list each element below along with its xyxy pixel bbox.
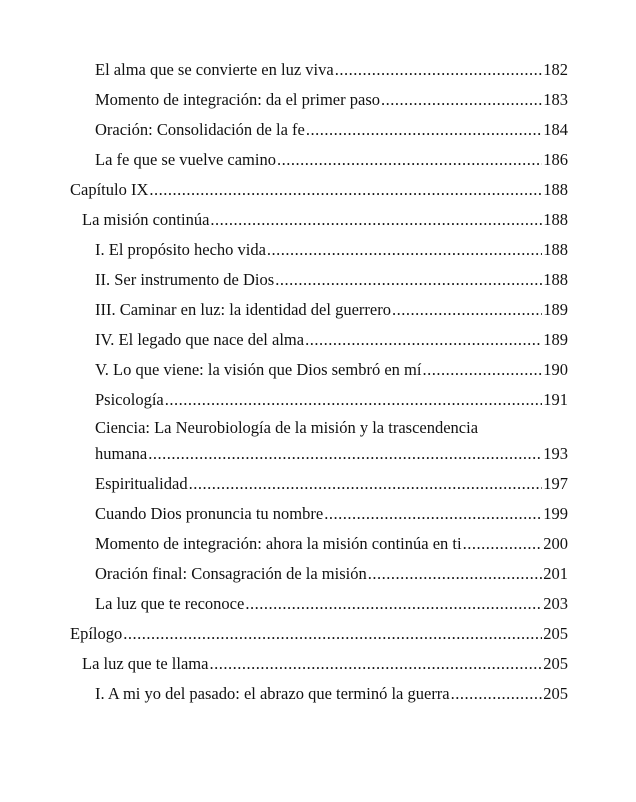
toc-entry-page: 189 (543, 330, 568, 349)
toc-chapter-entry (70, 619, 636, 649)
toc-entry-page: 186 (543, 150, 568, 169)
toc-leader-dots (245, 589, 542, 619)
toc-leader-dots (275, 265, 542, 295)
toc-entry-title: Oración: Consolidación de la fe (95, 120, 305, 139)
toc-entry-title: IV. El legado que nace del alma (95, 330, 305, 349)
toc-entry (95, 115, 636, 145)
toc-entry (95, 589, 636, 619)
toc-leader-dots (267, 235, 542, 265)
toc-leader-dots (148, 441, 542, 467)
toc-entry (95, 355, 636, 385)
toc-entry-page: 205 (543, 654, 568, 673)
toc-entry-page: 193 (543, 444, 568, 463)
toc-entry (95, 85, 636, 115)
toc-entry-title: Oración final: Consagración de la misión (95, 564, 367, 583)
toc-entry (95, 145, 636, 175)
toc-entry-title: Epílogo (70, 624, 123, 643)
toc-entry-title: La luz que te reconoce (95, 594, 245, 613)
toc-entry-page: 197 (543, 474, 568, 493)
toc-section-entry (82, 205, 636, 235)
toc-entry-page: 191 (543, 390, 568, 409)
toc-entry-page: 199 (543, 504, 568, 523)
toc-entry-title: I. El propósito hecho vida (95, 240, 266, 259)
toc-entry-title: Momento de integración: ahora la misión continúa en ti (95, 534, 462, 553)
toc-leader-dots (189, 469, 543, 499)
toc-entry-page: 188 (543, 270, 568, 289)
toc-entry (95, 385, 636, 415)
toc-entry-title: El alma que se convierte en luz viva (95, 60, 334, 79)
toc-leader-dots (305, 325, 542, 355)
toc-leader-dots (210, 205, 542, 235)
toc-entry-page: 205 (543, 624, 568, 643)
toc-entry-title: III. Caminar en luz: la identidad del guerrero (95, 300, 391, 319)
toc-entry (95, 325, 636, 355)
toc-leader-dots (381, 85, 542, 115)
toc-entry-title: V. Lo que viene: la visión que Dios sembró en mí (95, 360, 422, 379)
toc-entry-page: 183 (543, 90, 568, 109)
toc-entry-page: 189 (543, 300, 568, 319)
toc-leader-dots (123, 619, 542, 649)
toc-entry-title-continued: humana (95, 444, 148, 463)
toc-leader-dots (451, 679, 543, 709)
toc-entry-title: La misión continúa (82, 210, 210, 229)
toc-entry-title: La fe que se vuelve camino (95, 150, 276, 169)
toc-entry-page: 184 (543, 120, 568, 139)
toc-entry-page: 201 (543, 564, 568, 583)
toc-entry-page: 200 (543, 534, 568, 553)
toc-entry (95, 469, 636, 499)
toc-entry-title: Capítulo IX (70, 180, 149, 199)
toc-section-entry (82, 649, 636, 679)
toc-leader-dots (463, 529, 543, 559)
toc-entry (95, 295, 636, 325)
toc-leader-dots (422, 355, 542, 385)
toc-entry-title: I. A mi yo del pasado: el abrazo que terminó la guerra (95, 684, 450, 703)
toc-entry-page: 188 (543, 180, 568, 199)
toc-entry (95, 499, 636, 529)
toc-entry-page: 203 (543, 594, 568, 613)
toc-leader-dots (277, 145, 542, 175)
toc-entry (95, 265, 636, 295)
toc-leader-dots (165, 385, 543, 415)
toc-entry-title: Momento de integración: da el primer paso (95, 90, 380, 109)
toc-leader-dots (149, 175, 542, 205)
toc-entry-title: Psicología (95, 390, 164, 409)
toc-leader-dots (368, 559, 543, 589)
toc-entry-title: II. Ser instrumento de Dios (95, 270, 275, 289)
toc-entry-page: 188 (543, 210, 568, 229)
toc-entry-title: La luz que te llama (82, 654, 209, 673)
toc-entry-title: Ciencia: La Neurobiología de la misión y la trascendencia (95, 418, 479, 437)
toc-leader-dots (324, 499, 542, 529)
toc-entry-wrapped (95, 415, 636, 469)
toc-entry (95, 559, 636, 589)
table-of-contents (0, 55, 636, 709)
toc-entry-page: 182 (543, 60, 568, 79)
toc-leader-dots (209, 649, 542, 679)
toc-entry (95, 235, 636, 265)
toc-leader-dots (306, 115, 542, 145)
toc-entry-page: 188 (543, 240, 568, 259)
toc-leader-dots (335, 55, 543, 85)
toc-entry (95, 55, 636, 85)
toc-chapter-entry (70, 175, 636, 205)
toc-entry-title: Espiritualidad (95, 474, 188, 493)
toc-entry-page: 190 (543, 360, 568, 379)
toc-leader-dots (392, 295, 542, 325)
toc-entry (95, 679, 636, 709)
toc-entry-title: Cuando Dios pronuncia tu nombre (95, 504, 324, 523)
toc-entry (95, 529, 636, 559)
toc-entry-page: 205 (543, 684, 568, 703)
